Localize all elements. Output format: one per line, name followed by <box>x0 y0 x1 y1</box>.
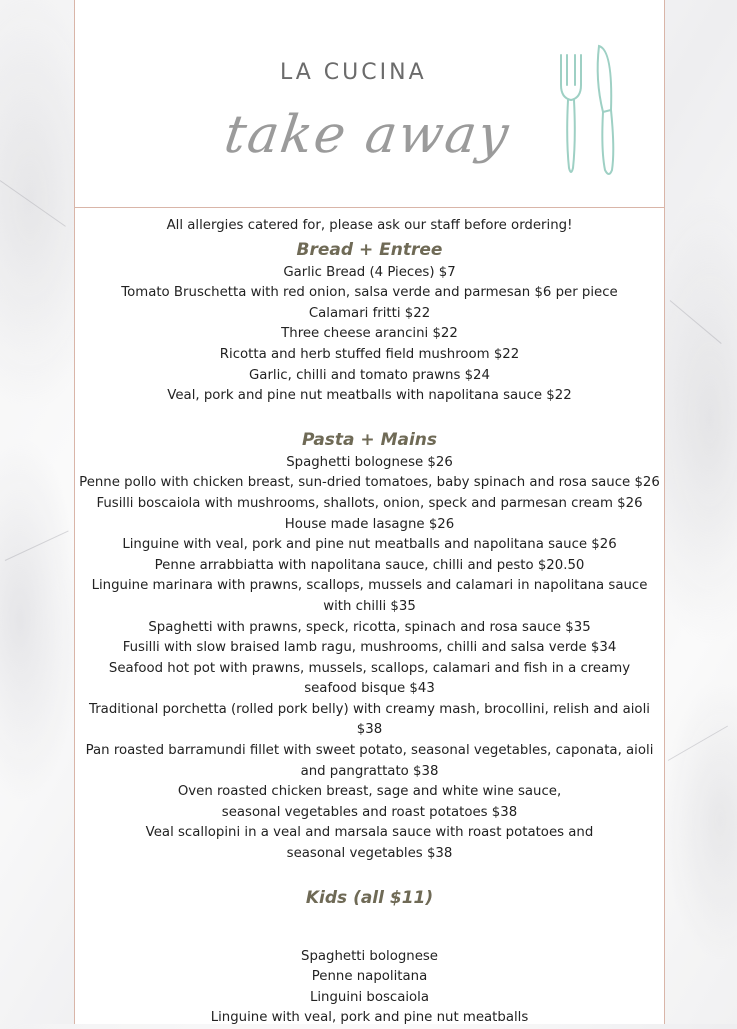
menu-item: Fusilli boscaiola with mushrooms, shallots, onion, speck and parmesan cream $26 <box>96 495 643 511</box>
menu-item: Linguine marinara with prawns, scallops, mussels and calamari in napolitana sauce <box>91 578 648 594</box>
menu-item: seafood bisque $43 <box>304 681 435 697</box>
section-spacer <box>75 865 664 885</box>
menu-item: Penne napolitana <box>311 969 428 985</box>
menu-item: Oven roasted chicken breast, sage and white wine sauce, <box>177 784 562 800</box>
menu-item: Veal, pork and pine nut meatballs with napolitana sauce $22 <box>167 388 572 404</box>
menu-item: Garlic, chilli and tomato prawns $24 <box>249 367 490 383</box>
marble-vein <box>668 726 728 761</box>
marble-vein <box>670 300 722 344</box>
section-title-bread-entree: Bread + Entree <box>296 239 443 260</box>
menu-item: Calamari fritti $22 <box>308 305 431 321</box>
menu-item: Ricotta and herb stuffed field mushroom $22 <box>219 346 520 362</box>
menu-item: seasonal vegetables and roast potatoes $38 <box>221 804 518 820</box>
menu-item: Fusilli with slow braised lamb ragu, mushrooms, chilli and salsa verde $34 <box>122 640 617 656</box>
take-away-title: take away <box>220 105 514 165</box>
menu-sheet <box>74 0 665 1024</box>
menu-item: Pan roasted barramundi fillet with sweet potato, seasonal vegetables, caponata, aioli <box>85 743 654 759</box>
menu-item: and pangrattato $38 <box>300 763 439 779</box>
restaurant-name: LA CUCINA <box>280 60 427 85</box>
menu-item: Garlic Bread (4 Pieces) $7 <box>283 264 456 280</box>
menu-item: Spaghetti with prawns, speck, ricotta, spinach and rosa sauce $35 <box>148 619 591 635</box>
menu-item: Seafood hot pot with prawns, mussels, scallops, calamari and fish in a creamy <box>108 660 631 676</box>
menu-item: Traditional porchetta (rolled pork belly) with creamy mash, brocollini, relish and aioli $38 <box>89 701 650 738</box>
section-spacer <box>75 911 664 947</box>
menu-item: House made lasagne $26 <box>284 516 455 532</box>
marble-vein <box>5 530 69 560</box>
menu-item: seasonal vegetables $38 <box>286 846 453 862</box>
menu-item: Linguine with veal, pork and pine nut meatballs <box>210 1010 529 1026</box>
fork-and-knife-icon <box>555 40 635 185</box>
section-title-pasta-mains: Pasta + Mains <box>301 429 438 450</box>
menu-item: Penne arrabbiatta with napolitana sauce, chilli and pesto $20.50 <box>154 557 585 573</box>
menu-item: Linguine with veal, pork and pine nut meatballs and napolitana sauce $26 <box>122 537 617 553</box>
menu-item: Spaghetti bolognese <box>301 948 438 964</box>
menu-item: Linguini boscaiola <box>309 989 430 1005</box>
section-spacer <box>75 407 664 427</box>
marble-vein <box>0 180 66 227</box>
menu-item: Tomato Bruschetta with red onion, salsa verde and parmesan $6 per piece <box>121 285 618 301</box>
allergy-notice: All allergies catered for, please ask our staff before ordering! <box>166 218 573 233</box>
section-title-kids: Kids (all $11) <box>305 887 434 908</box>
menu-item: Three cheese arancini $22 <box>281 326 458 342</box>
menu-item: Spaghetti bolognese $26 <box>286 454 453 470</box>
menu-item: with chilli $35 <box>323 598 416 614</box>
menu-item: Veal scallopini in a veal and marsala sauce with roast potatoes and <box>145 825 594 841</box>
menu-item: Penne pollo with chicken breast, sun-dried tomatoes, baby spinach and rosa sauce $26 <box>79 475 660 491</box>
menu-body <box>75 208 664 1029</box>
menu-header <box>75 0 664 208</box>
